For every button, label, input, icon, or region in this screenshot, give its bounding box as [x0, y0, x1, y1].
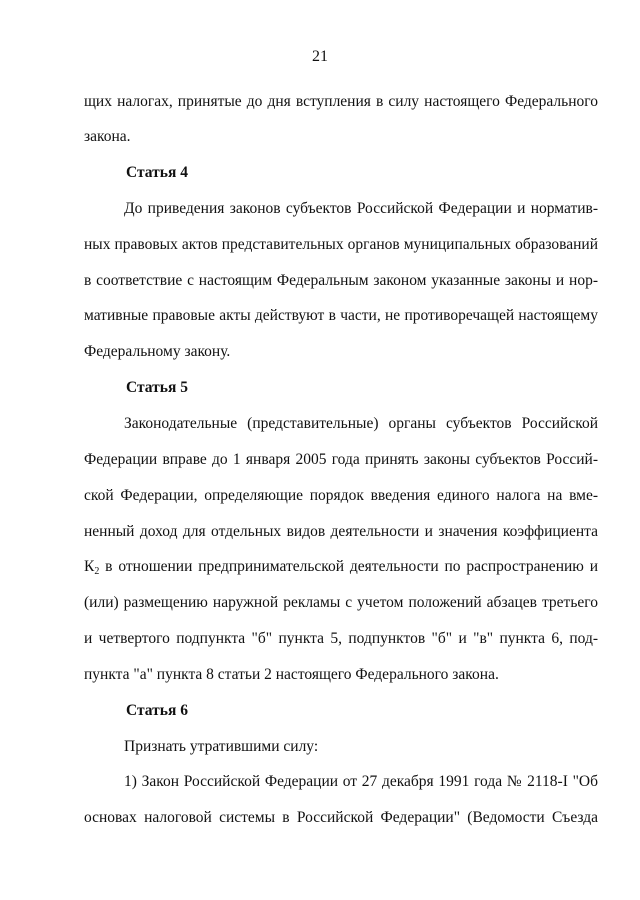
article-5-line-2: Федерации вправе до 1 января 2005 года принять законы субъектов Россий-: [84, 451, 598, 468]
article-5-line-3: ской Федерации, определяющие порядок введения единого налога на вме-: [84, 487, 598, 504]
article-6-heading: Статья 6: [126, 702, 188, 719]
article-4-heading: Статья 4: [126, 164, 188, 181]
article-5-line-7: и четвертого подпункта "б" пункта 5, подпунктов "б" и "в" пункта 6, под-: [84, 630, 598, 647]
article-5-line-4: ненный доход для отдельных видов деятельности и значения коэффициента: [84, 523, 598, 540]
article-4-line-1: До приведения законов субъектов Российской Федерации и норматив-: [124, 200, 598, 217]
article-6-item-1-line-2: основах налоговой системы в Российской Федерации" (Ведомости Съезда: [84, 809, 598, 826]
article-5-line-6: (или) размещению наружной рекламы с учетом положений абзацев третьего: [84, 594, 598, 611]
page-number: 21: [312, 48, 328, 65]
article-4-line-2: ных правовых актов представительных органов муниципальных образований: [84, 236, 598, 253]
article-5-line-8: пункта "а" пункта 8 статьи 2 настоящего Федерального закона.: [84, 666, 499, 683]
article-6-item-1-line-1: 1) Закон Российской Федерации от 27 декабря 1991 года № 2118-I "Об: [124, 773, 598, 790]
article-5-line-1: Законодательные (представительные) органы субъектов Российской: [124, 415, 598, 432]
coefficient-k-subscript: 2: [94, 566, 100, 577]
article-4-line-5: Федеральному закону.: [84, 343, 231, 360]
coefficient-k-letter: К: [84, 558, 95, 575]
article-4-line-3: в соответствие с настоящим Федеральным законом указанные законы и нор-: [84, 272, 598, 289]
article-4-line-4: мативные правовые акты действуют в части, не противоречащей настоящему: [84, 307, 598, 324]
intro-line-1: щих налогах, принятые до дня вступления в силу настоящего Федерального: [84, 93, 598, 110]
article-5-line-5-text: в отношении предпринимательской деятельности по распространению и: [99, 558, 598, 575]
article-5-line-5: [84, 557, 598, 577]
intro-line-2: закона.: [84, 128, 131, 145]
article-5-heading: Статья 5: [126, 379, 188, 396]
article-6-line-1: Признать утратившими силу:: [124, 738, 319, 755]
